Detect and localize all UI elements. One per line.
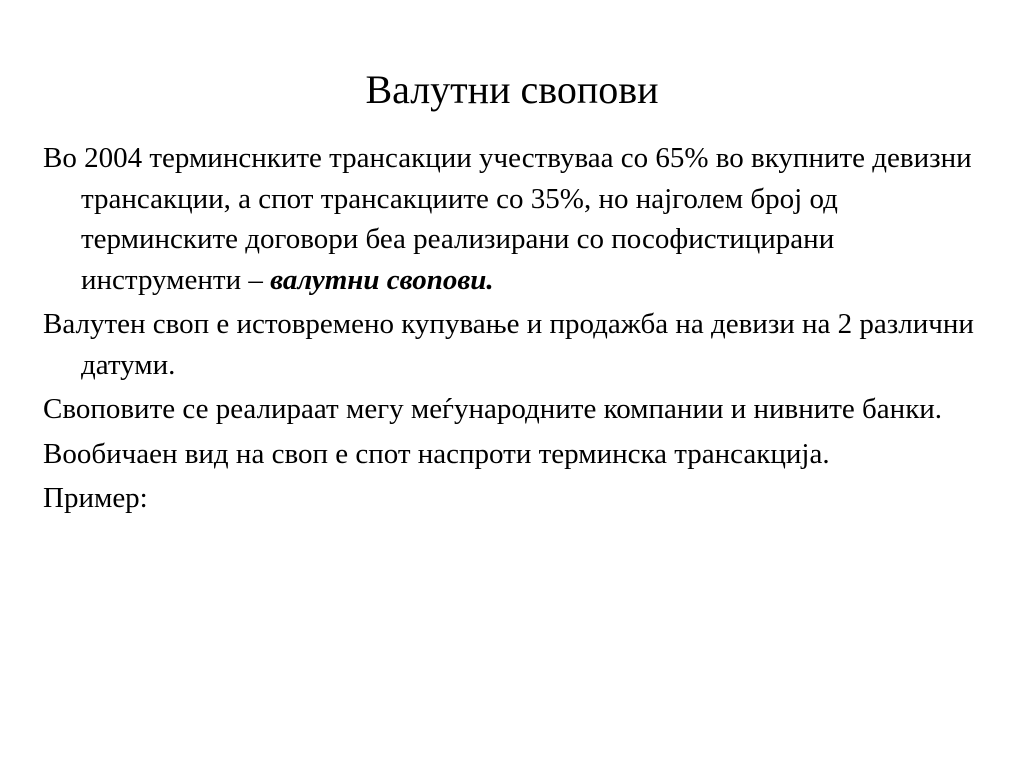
paragraph-text: Валутен своп е истовремено купување и продажба на девизи на 2 различни датуми.	[43, 308, 974, 381]
slide-title: Валутни свопови	[365, 67, 659, 112]
slide-body	[43, 138, 983, 523]
paragraph-text: Вообичаен вид на своп е спот наспроти терминска трансакција.	[43, 437, 830, 470]
paragraph-swap-definition	[43, 304, 983, 385]
emphasis-currency-swaps: валутни свопови.	[270, 263, 494, 296]
paragraph-forward-transactions	[43, 138, 983, 300]
paragraph-text: Своповите се реалираат мегу меѓународните компании и нивните банки.	[43, 393, 943, 425]
paragraph-text: Пример:	[43, 482, 148, 514]
paragraph-swap-participants	[43, 389, 983, 430]
paragraph-example	[43, 478, 983, 519]
paragraph-common-swap	[43, 434, 983, 475]
paragraph-text: Во 2004 терминснките трансакции учествуваа со 65% во вкупните девизни трансакции, а спот трансакциите со 35%, но најголем број од терминските договори беа реализирани со пософистицирани инструменти –	[43, 142, 972, 296]
